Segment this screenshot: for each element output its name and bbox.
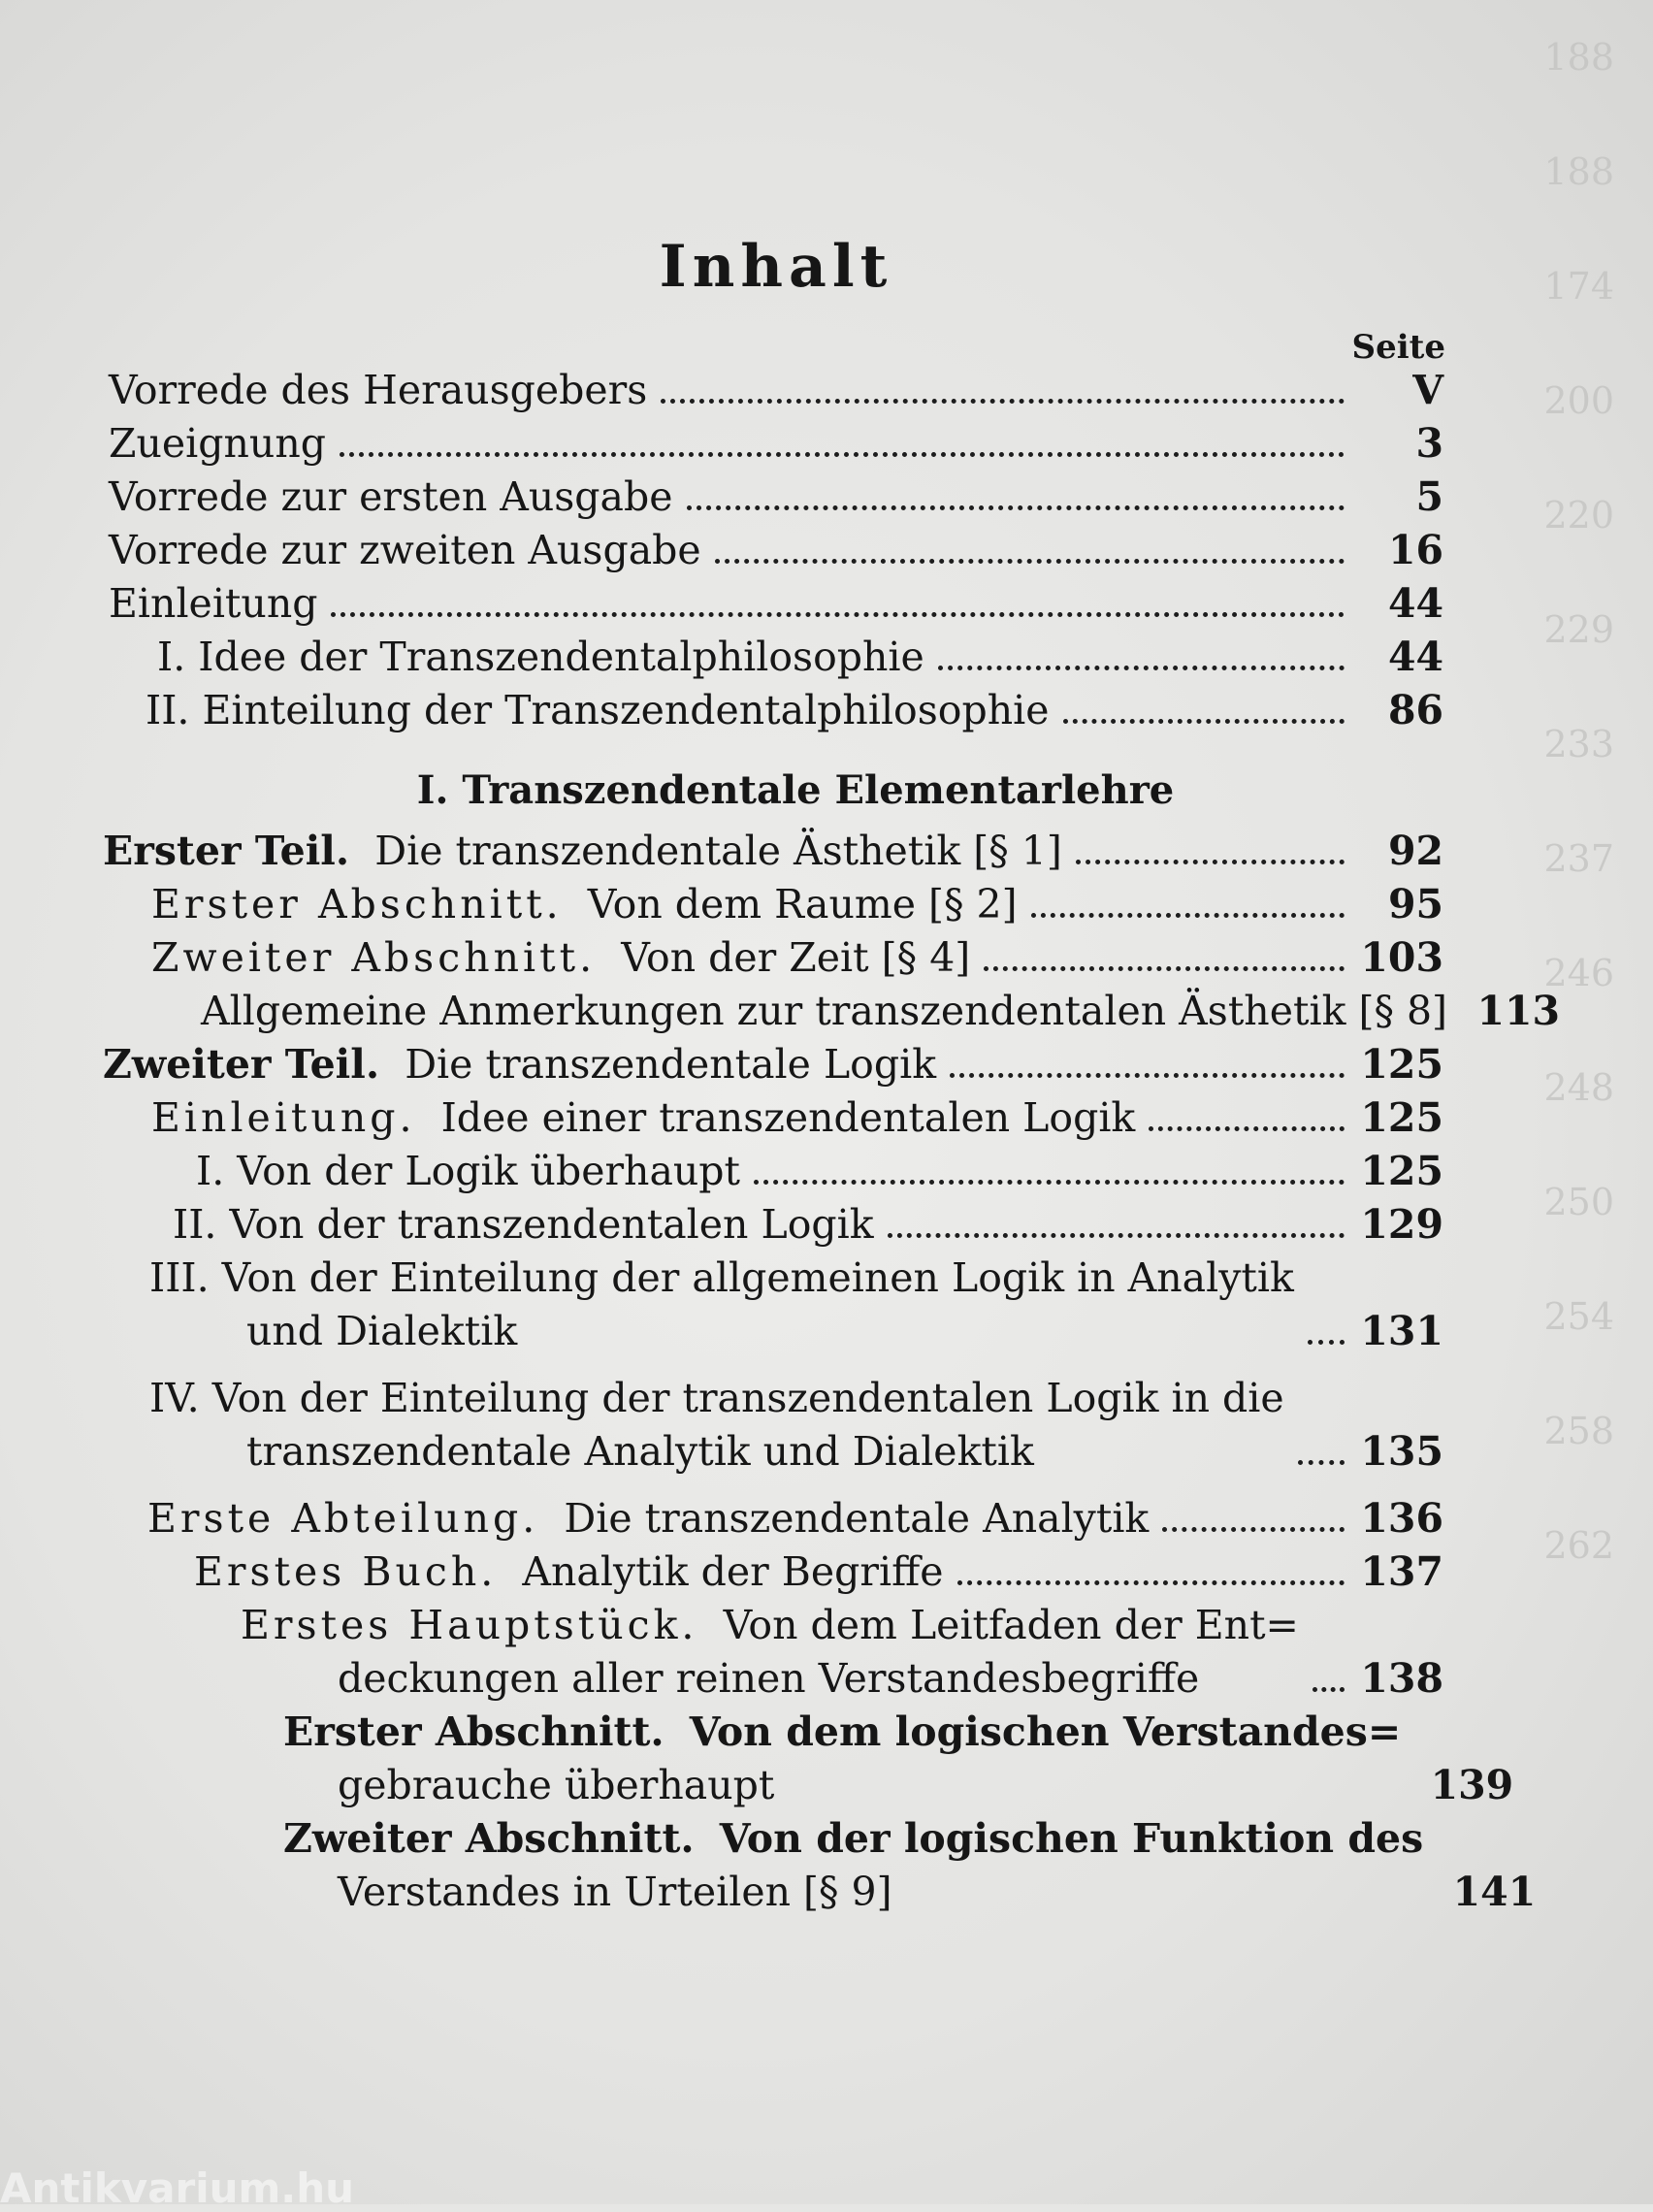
- toc-entry[interactable]: [109, 684, 1443, 737]
- toc-entry[interactable]: [109, 878, 1443, 931]
- entry-prefix: Erster Abschnitt.: [283, 1708, 664, 1755]
- entry-text: Von der logischen Funktion des: [719, 1815, 1424, 1862]
- toc-page-number: 129: [1360, 1201, 1443, 1248]
- entry-prefix: Erstes Hauptstück.: [241, 1602, 698, 1648]
- bleed-number: 258: [1543, 1410, 1614, 1452]
- entry-line-2: Verstandes in Urteilen [§ 9]: [338, 1869, 892, 1915]
- toc-entry-label: Vorrede des Herausgebers: [109, 367, 648, 413]
- entry-line-2: und Dialektik: [246, 1308, 518, 1354]
- toc-page-number: 141: [1452, 1869, 1537, 1915]
- leader-dots: [1313, 1687, 1345, 1692]
- toc-entry-label: [147, 1492, 1149, 1545]
- toc-entry-label: [103, 825, 1062, 878]
- toc-entry-label: Einleitung: [109, 580, 318, 627]
- toc-entry-label: [151, 1091, 1135, 1145]
- entry-text: Idee der Transzendentalphilosophie: [198, 634, 924, 680]
- toc-entry[interactable]: [109, 1372, 1443, 1479]
- toc-entry-label: [146, 684, 1050, 737]
- toc-entry-label: [194, 1545, 944, 1599]
- leader-dots: [1308, 1340, 1345, 1345]
- entry-text: Von der Zeit [§ 4]: [621, 934, 971, 981]
- bleed-number: 174: [1543, 265, 1614, 308]
- toc-entry[interactable]: [109, 1812, 1537, 1919]
- bleed-number: 200: [1543, 379, 1614, 422]
- bleed-number: 248: [1543, 1066, 1614, 1109]
- toc-page-number: 125: [1360, 1094, 1443, 1141]
- toc-entry-label: [196, 1145, 740, 1198]
- toc-page-number: 92: [1387, 828, 1443, 874]
- entry-text: Die transzendentale Ästhetik [§ 1]: [374, 828, 1062, 874]
- toc-entry[interactable]: [103, 825, 1443, 878]
- leader-dots: [340, 452, 1345, 457]
- toc-entry[interactable]: [109, 1545, 1443, 1599]
- bleed-number: 246: [1543, 952, 1614, 994]
- toc-entry-label: [241, 1599, 1299, 1706]
- watermark: Antikvarium.hu: [0, 2164, 355, 2212]
- toc-page-number: V: [1412, 367, 1443, 413]
- entry-text: Von der Logik überhaupt: [237, 1148, 741, 1194]
- toc-entry[interactable]: [109, 1599, 1443, 1706]
- roman-numeral: I.: [196, 1148, 225, 1194]
- toc-page-number: 3: [1415, 420, 1443, 467]
- leader-dots: [957, 1580, 1345, 1585]
- table-of-contents: [103, 364, 1561, 1919]
- roman-numeral: III.: [149, 1254, 210, 1301]
- toc-entry[interactable]: [109, 417, 1443, 471]
- roman-numeral: II.: [173, 1201, 217, 1248]
- entry-text: Die transzendentale Analytik: [564, 1495, 1150, 1542]
- leader-dots: [715, 559, 1345, 564]
- toc-page-number: 135: [1360, 1428, 1443, 1475]
- leader-dots: [754, 1180, 1345, 1185]
- entry-prefix: Erster Teil.: [103, 828, 350, 874]
- entry-line-2: deckungen aller reinen Verstandesbegriffe: [338, 1655, 1200, 1702]
- entry-text: Von dem logischen Verstandes=: [689, 1708, 1402, 1755]
- bleed-number: 188: [1543, 150, 1614, 193]
- entry-line-1: [283, 1812, 1423, 1866]
- entry-prefix: Zweiter Abschnitt.: [283, 1815, 695, 1862]
- bleed-number: 250: [1543, 1181, 1614, 1223]
- leader-dots: [950, 1073, 1345, 1078]
- page-title: Inhalt: [659, 233, 893, 301]
- entry-prefix: Erste Abteilung.: [147, 1495, 539, 1542]
- entry-line-2: transzendentale Analytik und Dialektik: [246, 1428, 1034, 1475]
- spacer: [109, 1358, 1443, 1372]
- leader-dots: [1298, 1460, 1345, 1465]
- toc-entry[interactable]: [109, 985, 1561, 1038]
- entry-prefix: Zweiter Abschnitt.: [151, 934, 597, 981]
- toc-entry-label: [157, 631, 924, 684]
- entry-text: Von der Einteilung der transzendentalen Logik in die: [211, 1375, 1284, 1421]
- leader-dots: [984, 966, 1345, 971]
- toc-entry-label: Vorrede zur zweiten Ausgabe: [109, 527, 701, 573]
- toc-entry-label: [103, 1038, 936, 1091]
- bleed-number: 254: [1543, 1295, 1614, 1338]
- roman-numeral: IV.: [149, 1375, 200, 1421]
- toc-entry-label: Allgemeine Anmerkungen zur transzendentalen Ästhetik [§ 8]: [201, 988, 1448, 1034]
- bleed-number: 237: [1543, 837, 1614, 880]
- toc-entry-label: Vorrede zur ersten Ausgabe: [109, 473, 673, 520]
- entry-prefix: Erstes Buch.: [194, 1548, 498, 1595]
- spacer: [109, 1479, 1443, 1492]
- toc-entry[interactable]: [109, 577, 1443, 631]
- toc-page-number: 125: [1360, 1148, 1443, 1194]
- roman-numeral: II.: [146, 687, 190, 733]
- toc-entry[interactable]: [103, 1038, 1443, 1091]
- toc-page-number: 44: [1387, 634, 1443, 680]
- entry-line-2: gebrauche überhaupt: [338, 1762, 775, 1808]
- bleed-number: 220: [1543, 494, 1614, 537]
- toc-entry[interactable]: [109, 1706, 1514, 1812]
- toc-page-number: 86: [1387, 687, 1443, 733]
- toc-entry[interactable]: [109, 1492, 1443, 1545]
- leader-dots: [1162, 1527, 1345, 1532]
- toc-entry[interactable]: [109, 364, 1443, 417]
- section-heading: I. Transzendentale Elementarlehre: [416, 767, 1175, 813]
- toc-entry-label: [283, 1812, 1423, 1919]
- toc-entry[interactable]: [109, 1091, 1443, 1145]
- seite-column-label: Seite: [1351, 328, 1445, 367]
- entry-text: Von der transzendentalen Logik: [229, 1201, 874, 1248]
- entry-text: Von dem Leitfaden der Ent=: [723, 1602, 1299, 1648]
- toc-page-number: 103: [1360, 934, 1443, 981]
- leader-dots: [661, 399, 1345, 404]
- toc-page-number: 139: [1430, 1762, 1514, 1808]
- entry-text: Analytik der Begriffe: [522, 1548, 944, 1595]
- entry-prefix: Einleitung.: [151, 1094, 416, 1141]
- toc-page-number: 44: [1387, 580, 1443, 627]
- toc-page-number: 16: [1387, 527, 1443, 573]
- leader-dots: [1076, 860, 1345, 864]
- toc-entry[interactable]: [109, 524, 1443, 577]
- bleed-number: 262: [1543, 1524, 1614, 1567]
- toc-entry-label: [151, 931, 970, 985]
- toc-page-number: 138: [1360, 1655, 1443, 1702]
- entry-text: Von der Einteilung der allgemeinen Logik in Analytik: [221, 1254, 1294, 1301]
- toc-entry-label: [149, 1252, 1294, 1358]
- toc-entry[interactable]: [109, 931, 1443, 985]
- leader-dots: [1031, 913, 1345, 918]
- toc-entry[interactable]: [109, 1198, 1443, 1252]
- bleed-number: 233: [1543, 723, 1614, 765]
- toc-entry-label: [151, 878, 1018, 931]
- toc-page-number: 125: [1360, 1041, 1443, 1088]
- entry-line-1: [149, 1372, 1284, 1425]
- entry-text: Die transzendentale Logik: [405, 1041, 937, 1088]
- toc-page-number: 136: [1360, 1495, 1443, 1542]
- entry-line-1: [149, 1252, 1294, 1305]
- leader-dots: [1063, 719, 1345, 724]
- toc-entry[interactable]: [109, 1145, 1443, 1198]
- toc-entry[interactable]: [109, 631, 1443, 684]
- leader-dots: [331, 612, 1345, 617]
- bleed-number: 188: [1543, 36, 1614, 79]
- roman-numeral: I.: [157, 634, 186, 680]
- entry-text: Von dem Raume [§ 2]: [587, 881, 1018, 927]
- toc-page-number: 137: [1360, 1548, 1443, 1595]
- toc-entry-label: [149, 1372, 1284, 1479]
- toc-entry[interactable]: [109, 471, 1443, 524]
- entry-line-1: [283, 1706, 1401, 1759]
- toc-entry[interactable]: [109, 1252, 1443, 1358]
- leader-dots: [1149, 1126, 1345, 1131]
- entry-prefix: Erster Abschnitt.: [151, 881, 563, 927]
- toc-page-number: 113: [1476, 988, 1561, 1034]
- toc-page-number: 131: [1360, 1308, 1443, 1354]
- toc-page-number: 5: [1415, 473, 1443, 520]
- toc-page-number: 95: [1387, 881, 1443, 927]
- toc-entry-label: [173, 1198, 874, 1252]
- leader-dots: [938, 666, 1345, 670]
- entry-text: Idee einer transzendentalen Logik: [440, 1094, 1136, 1141]
- toc-entry-label: Zueignung: [109, 420, 326, 467]
- entry-prefix: Zweiter Teil.: [103, 1041, 380, 1088]
- leader-dots: [888, 1233, 1345, 1238]
- entry-text: Einteilung der Transzendentalphilosophie: [202, 687, 1050, 733]
- leader-dots: [687, 505, 1345, 510]
- toc-entry-label: [283, 1706, 1401, 1812]
- entry-line-1: [241, 1599, 1299, 1652]
- bleed-number: 229: [1543, 608, 1614, 651]
